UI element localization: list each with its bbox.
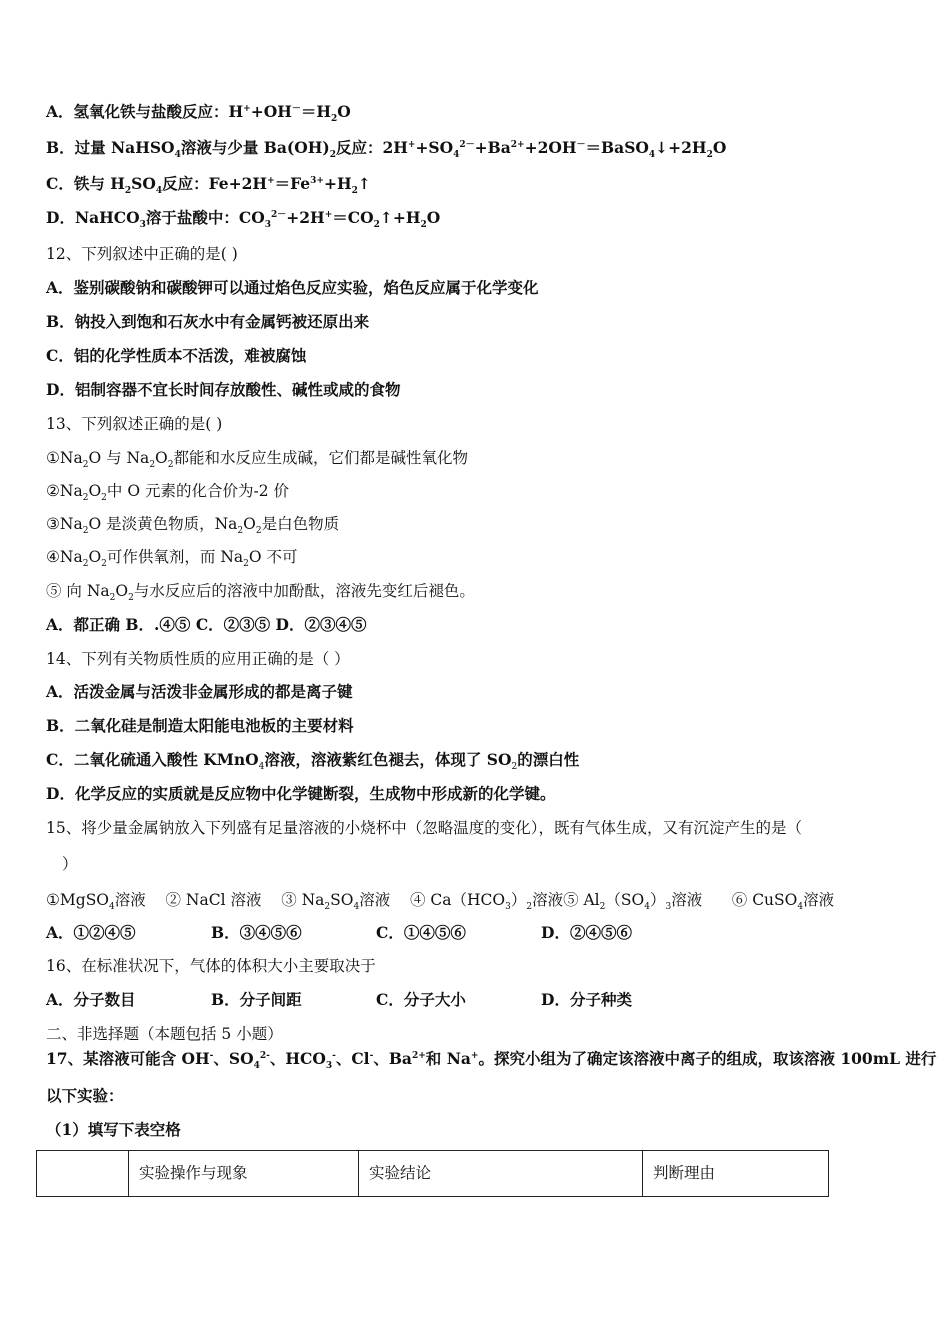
q13-statement-2: $②Na_2O_2$中 O 元素的化合价为-2 价 xyxy=(46,482,289,504)
q14-option-c: C．二氧化硫通入酸性 KMnO$_4$溶液，溶液紫红色褪去，体现了 $SO_2$的漂白性 xyxy=(46,750,580,773)
q11-option-d: D．NaHCO$_3$溶于盐酸中：$CO_3^{2-}+2H^+=CO_2↑+H_2O$ xyxy=(46,208,441,231)
q13-statement-5: ⑤ 向 $Na_2O_2$与水反应后的溶液中加酚酞，溶液先变红后褪色。 xyxy=(46,582,475,604)
table-header-cell: 实验结论 xyxy=(359,1151,643,1197)
table-header-cell: 实验操作与现象 xyxy=(129,1151,359,1197)
q11-option-c: C．铁与 $H_2SO_4$反应：$Fe+2H^+=Fe^{3+}+H_2↑$ xyxy=(46,174,371,197)
q17-stem-line1: 17、某溶液可能含 OH-、$SO_4^{2-}$、$HCO_3^-$、Cl-、$Ba^{2+}$和 Na+。探究小组为了确定该溶液中离子的组成，取该溶液 100mL 进行 xyxy=(46,1049,937,1072)
q16-options xyxy=(46,990,632,1010)
q12-stem: 12、下列叙述中正确的是( ) xyxy=(46,245,238,263)
table-header-cell: 判断理由 xyxy=(643,1151,829,1197)
q13-options: A．都正确 B．.④⑤ C．②③⑤ D．②③④⑤ xyxy=(46,615,367,634)
q15-option-d: D．②④⑤⑥ xyxy=(541,923,632,942)
q14-option-a: A．活泼金属与活泼非金属形成的都是离子键 xyxy=(46,682,353,701)
q16-option-a: A．分子数目 xyxy=(46,990,136,1009)
q15-option-b: B．③④⑤⑥ xyxy=(211,923,302,942)
q14-stem: 14、下列有关物质性质的应用正确的是（ ） xyxy=(46,650,350,668)
q12-option-c: C．铝的化学性质本不活泼，难被腐蚀 xyxy=(46,346,307,365)
experiment-table xyxy=(36,1150,829,1197)
q16-option-b: B．分子间距 xyxy=(211,990,302,1009)
q15-stem-cont: ） xyxy=(62,855,78,873)
q17-subquestion-1: （1）填写下表空格 xyxy=(46,1120,181,1139)
q11-option-b: B．过量 NaHSO$_4$溶液与少量 $Ba(OH)_2$反应：$2H^++SO_4^{2-}+Ba^{2+}+2OH^-=BaSO_4↓+2H_2O$ xyxy=(46,138,727,161)
q11-option-a: A．氢氧化铁与盐酸反应：$H^++OH^-=H_2O$ xyxy=(46,102,351,125)
q16-option-d: D．分子种类 xyxy=(541,990,632,1009)
q15-stem: 15、将少量金属钠放入下列盛有足量溶液的小烧杯中（忽略温度的变化），既有气体生成，又有沉淀产生的是（ xyxy=(46,819,802,837)
q12-option-a: A．鉴别碳酸钠和碳酸钾可以通过焰色反应实验，焰色反应属于化学变化 xyxy=(46,278,539,297)
q15-option-a: A．①②④⑤ xyxy=(46,923,136,942)
q13-statement-3: $③Na_2O$ 是淡黄色物质，$Na_2O_2$是白色物质 xyxy=(46,515,340,537)
q15-options xyxy=(46,923,632,943)
q15-items: ①MgSO$_4$溶液 ② NaCl 溶液 ③ $Na_2SO_4$溶液 ④ $Ca(HCO_3)_2$溶液⑤ $Al_2(SO_4)_3$溶液 ⑥ CuSO$_4$溶液 xyxy=(46,891,835,913)
table-header-cell xyxy=(37,1151,129,1197)
q12-option-b: B．钠投入到饱和石灰水中有金属钙被还原出来 xyxy=(46,312,370,331)
q13-stem: 13、下列叙述正确的是( ) xyxy=(46,415,223,433)
q13-statement-4: $④Na_2O_2$可作供氧剂，而 $Na_2O$ 不可 xyxy=(46,548,298,570)
q16-stem: 16、在标准状况下，气体的体积大小主要取决于 xyxy=(46,957,376,975)
q15-option-c: C．①④⑤⑥ xyxy=(376,923,466,942)
q14-option-b: B．二氧化硅是制造太阳能电池板的主要材料 xyxy=(46,716,354,735)
q14-option-d: D．化学反应的实质就是反应物中化学键断裂，生成物中形成新的化学键。 xyxy=(46,784,556,803)
q17-stem-line2: 以下实验： xyxy=(46,1086,124,1105)
q16-option-c: C．分子大小 xyxy=(376,990,466,1009)
q12-option-d: D．铝制容器不宜长时间存放酸性、碱性或咸的食物 xyxy=(46,380,401,399)
section-heading: 二、非选择题（本题包括 5 小题） xyxy=(46,1025,283,1043)
q13-statement-1: $①Na_2O$ 与 $Na_2O_2$都能和水反应生成碱，它们都是碱性氧化物 xyxy=(46,449,469,471)
table-header-row xyxy=(37,1151,829,1197)
